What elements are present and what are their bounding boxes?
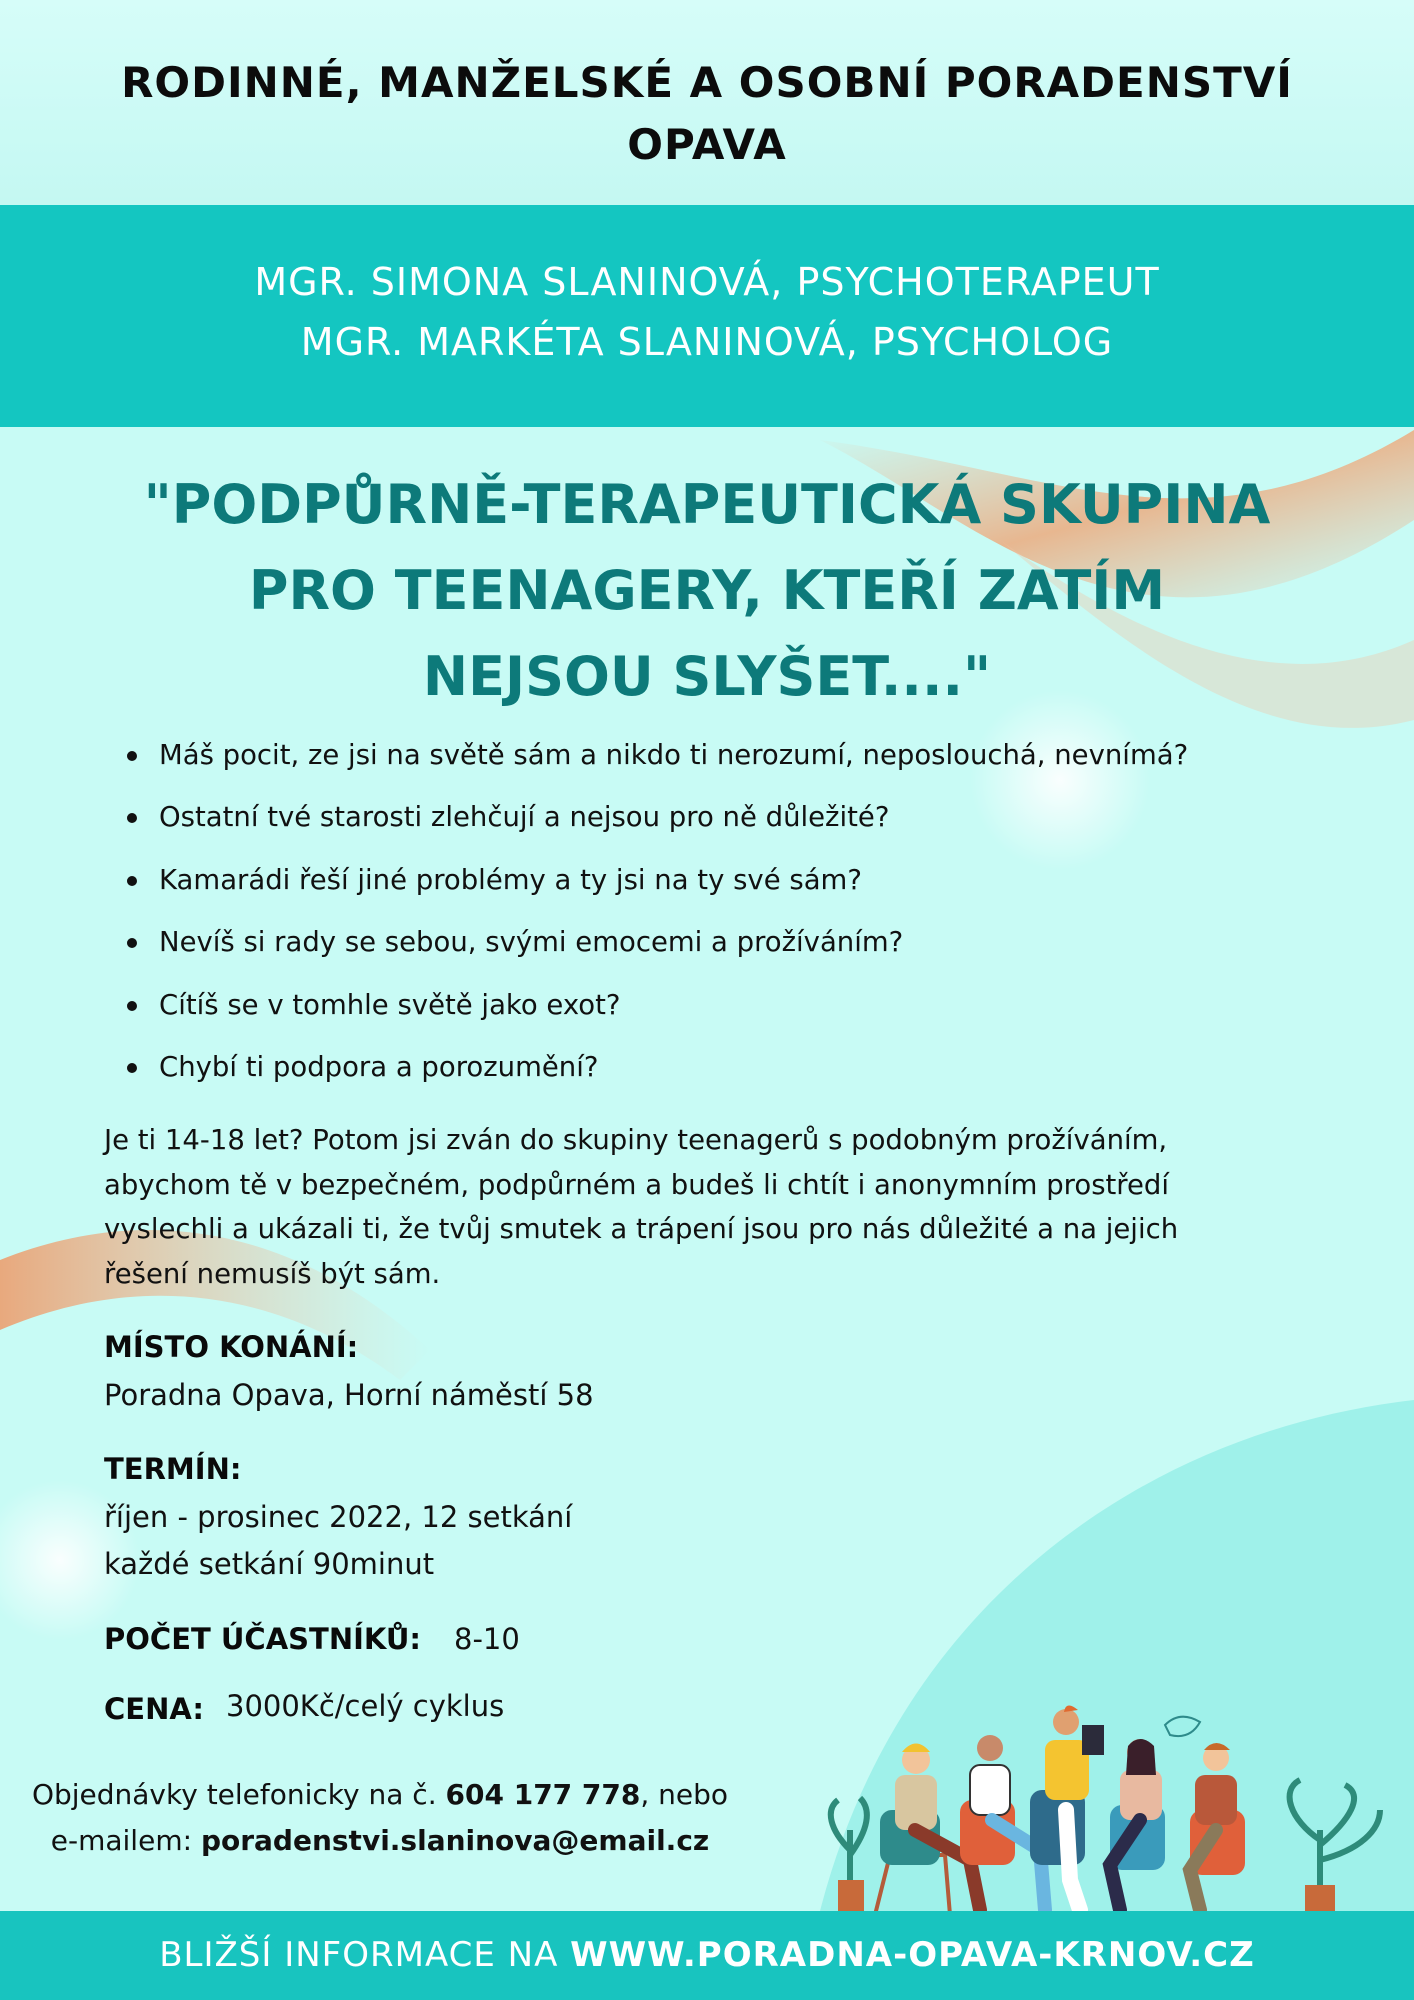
contact-block (30, 1772, 730, 1864)
question-item: Ostatní tvé starosti zlehčují a nejsou pro ně důležité? (115, 786, 1335, 848)
phone-prefix: Objednávky telefonicky na č. (31, 1778, 437, 1811)
headline-line-3: NEJSOU SLYŠET...." (422, 645, 992, 708)
paragraph-line: abychom tě v bezpečném, podpůrném a budeš li chtít i anonymním prostředí (104, 1168, 1170, 1201)
phone-suffix: , nebo (640, 1778, 729, 1811)
headline-line-2: PRO TEENAGERY, KTEŘÍ ZATÍM (248, 559, 1166, 622)
participants-value: 8-10 (454, 1622, 520, 1656)
headline-line-1: "PODPŮRNĚ-TERAPEUTICKÁ SKUPINA (143, 473, 1271, 536)
paragraph-line: vyslechli a ukázali ti, že tvůj smutek a trápení jsou pro nás důležité a na jejich (104, 1213, 1179, 1245)
therapist-2: MGR. MARKÉTA SLANINOVÁ, PSYCHOLOG (300, 320, 1114, 364)
question-item: Cítíš se v tomhle světě jako exot? (115, 974, 1335, 1036)
page-title-line-1: RODINNÉ, MANŽELSKÉ A OSOBNÍ PORADENSTVÍ (121, 58, 1293, 107)
page-title-line-2: OPAVA (627, 120, 787, 169)
contact-phone-line (30, 1772, 730, 1818)
header-section (0, 0, 1414, 205)
email-link[interactable]: poradenstvi.slaninova@email.cz (200, 1824, 710, 1857)
contact-email-line (30, 1818, 730, 1864)
price-label: CENA: (104, 1692, 204, 1726)
participants-label: POČET ÚČASTNÍKŮ: (104, 1622, 421, 1656)
therapist-1: MGR. SIMONA SLANINOVÁ, PSYCHOTERAPEUT (254, 260, 1160, 304)
term-label: TERMÍN: (104, 1452, 242, 1486)
invitation-paragraph (104, 1118, 1344, 1296)
group-headline (80, 462, 1334, 720)
question-item: Nevíš si rady se sebou, svými emocemi a prožíváním? (115, 911, 1335, 973)
term-value-1: říjen - prosinec 2022, 12 setkání (104, 1500, 573, 1534)
paragraph-line: řešení nemusíš být sám. (104, 1257, 441, 1290)
group-people-illustration (820, 1680, 1414, 1915)
term-value-2: každé setkání 90minut (104, 1547, 435, 1581)
paragraph-line: Je ti 14-18 let? Potom jsi zván do skupiny teenagerů s podobným prožíváním, (104, 1124, 1168, 1156)
question-list (115, 724, 1335, 1098)
venue-label: MÍSTO KONÁNÍ: (104, 1330, 359, 1364)
phone-number[interactable]: 604 177 778 (445, 1778, 641, 1811)
venue-value: Poradna Opava, Horní náměstí 58 (104, 1378, 594, 1412)
footer-prefix: BLIŽŠÍ INFORMACE NA (159, 1935, 559, 1975)
page-title (60, 52, 1354, 176)
people-sitting-icon (820, 1680, 1414, 1915)
email-prefix: e-mailem: (50, 1824, 193, 1857)
price-value: 3000Kč/celý cyklus (226, 1689, 505, 1723)
question-item: Chybí ti podpora a porozumění? (115, 1036, 1335, 1098)
footer-banner (0, 1911, 1414, 2000)
question-item: Kamarádi řeší jiné problémy a ty jsi na ty své sám? (115, 849, 1335, 911)
therapists-band (0, 205, 1414, 427)
website-link[interactable]: WWW.PORADNA-OPAVA-KRNOV.CZ (570, 1935, 1255, 1975)
question-item: Máš pocit, ze jsi na světě sám a nikdo ti nerozumí, neposlouchá, nevnímá? (115, 724, 1335, 786)
